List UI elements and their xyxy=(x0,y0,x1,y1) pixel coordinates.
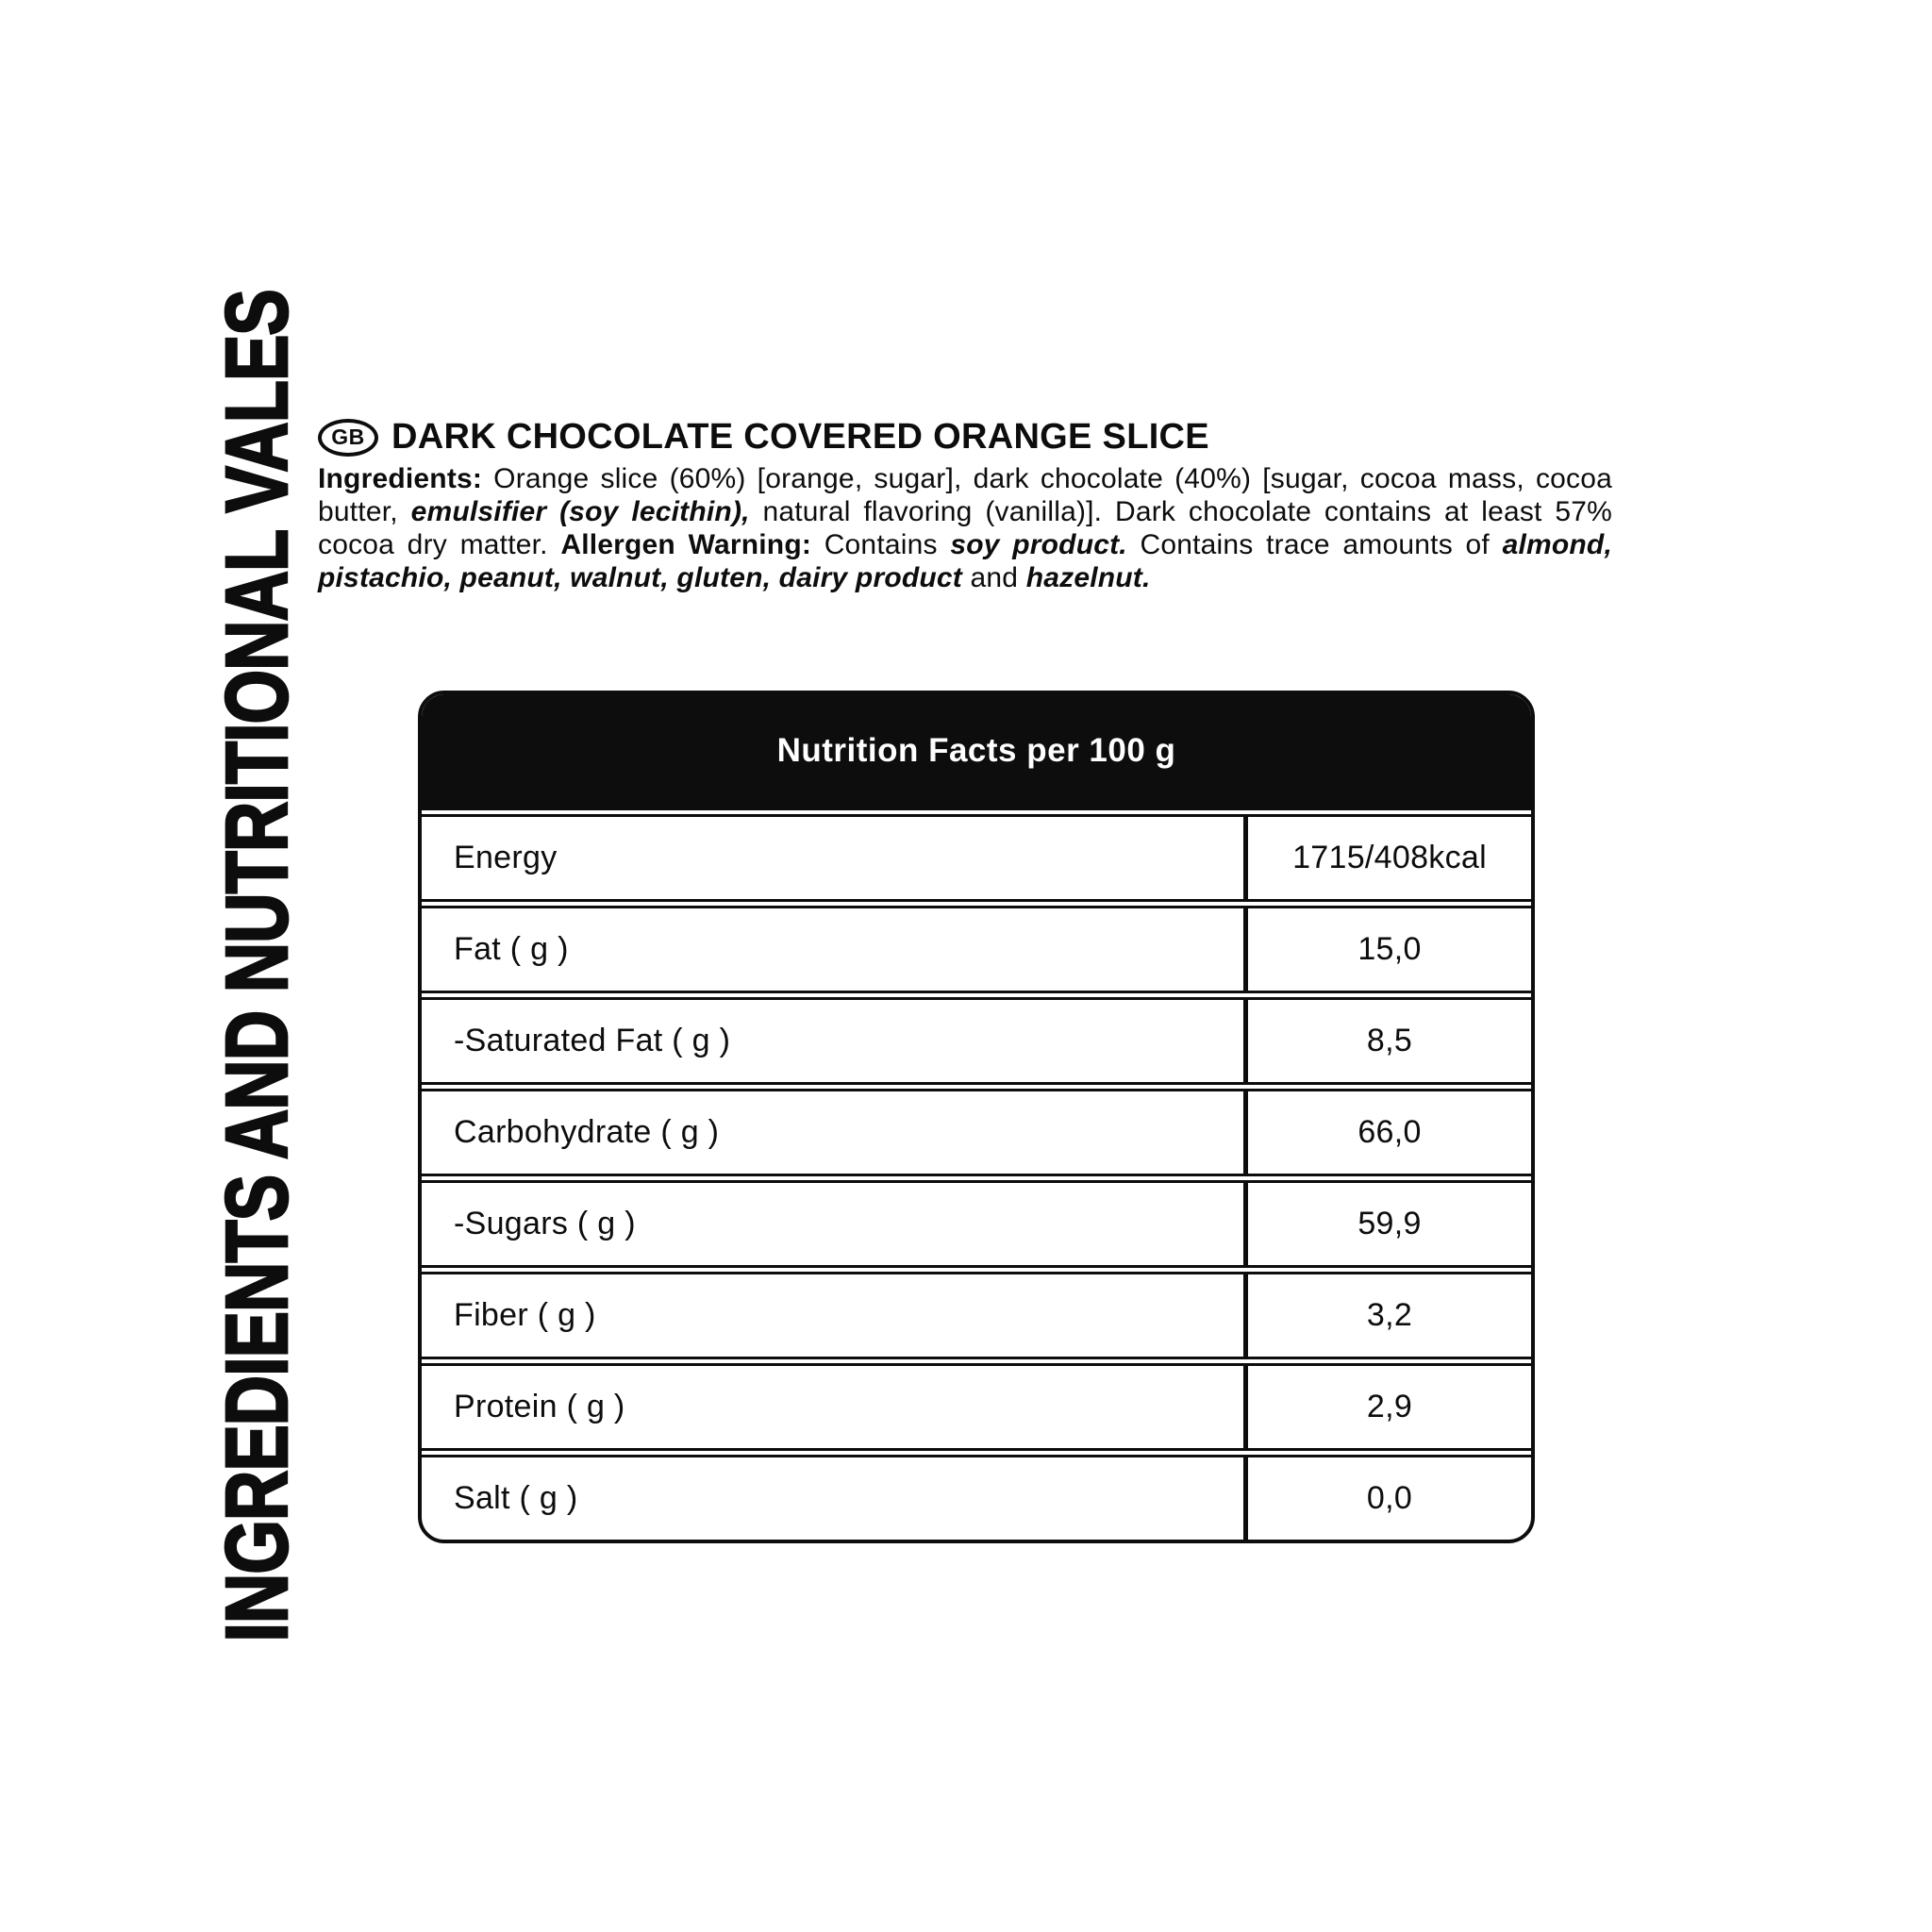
ingredients-segment: natural flavoring (vanilla)]. Dark chocolate contains at least 57% cocoa dry matter. xyxy=(318,496,1612,560)
ingredients-segment: Allergen Warning: xyxy=(560,529,824,560)
ingredients-segment: almond, pistachio, peanut, walnut, gluten, dairy product xyxy=(318,529,1612,593)
row-value: 3,2 xyxy=(1243,1274,1531,1357)
table-row xyxy=(422,991,1531,1082)
table-row xyxy=(422,1357,1531,1448)
row-value: 15,0 xyxy=(1243,908,1531,991)
table-row xyxy=(422,808,1531,899)
ingredients-segment: Contains trace amounts of xyxy=(1140,529,1503,560)
row-label: Fat ( g ) xyxy=(454,931,569,967)
ingredients-segment: and xyxy=(970,562,1026,593)
row-value: 1715/408kcal xyxy=(1243,817,1531,899)
table-row xyxy=(422,1082,1531,1174)
ingredients-segment: soy product. xyxy=(950,529,1141,560)
product-header xyxy=(318,417,1209,458)
ingredients-segment: emulsifier (soy lecithin), xyxy=(410,496,763,527)
row-value: 66,0 xyxy=(1243,1091,1531,1174)
row-label: Salt ( g ) xyxy=(454,1480,578,1516)
row-value: 0,0 xyxy=(1243,1457,1531,1540)
gb-region-badge: GB xyxy=(318,419,378,457)
row-label: Fiber ( g ) xyxy=(454,1297,596,1333)
table-row xyxy=(422,1174,1531,1265)
table-row xyxy=(422,1265,1531,1357)
nutrition-rows xyxy=(422,808,1531,1540)
table-row xyxy=(422,899,1531,991)
row-label: Protein ( g ) xyxy=(454,1389,625,1424)
row-label: Carbohydrate ( g ) xyxy=(454,1114,720,1150)
ingredients-segment: Ingredients: xyxy=(318,463,494,494)
ingredients-segment: Orange slice (60%) [orange, sugar], dark chocolate (40%) [sugar, cocoa mass, cocoa butter, xyxy=(318,463,1612,527)
row-value: 59,9 xyxy=(1243,1183,1531,1265)
row-label: -Sugars ( g ) xyxy=(454,1206,636,1241)
nutrition-table-title: Nutrition Facts per 100 g xyxy=(422,694,1531,808)
ingredients-paragraph xyxy=(318,462,1612,594)
ingredients-segment: hazelnut. xyxy=(1025,562,1151,593)
ingredients-segment: Contains xyxy=(824,529,951,560)
vertical-banner-text: INGREDIENTS AND NUTRITIONAL VALES xyxy=(208,290,306,1642)
product-title: DARK CHOCOLATE COVERED ORANGE SLICE xyxy=(391,417,1209,457)
table-row xyxy=(422,1448,1531,1540)
row-value: 2,9 xyxy=(1243,1366,1531,1448)
row-label: Energy xyxy=(454,840,558,875)
row-label: -Saturated Fat ( g ) xyxy=(454,1023,731,1058)
row-value: 8,5 xyxy=(1243,1000,1531,1082)
nutrition-facts-table xyxy=(418,691,1535,1543)
